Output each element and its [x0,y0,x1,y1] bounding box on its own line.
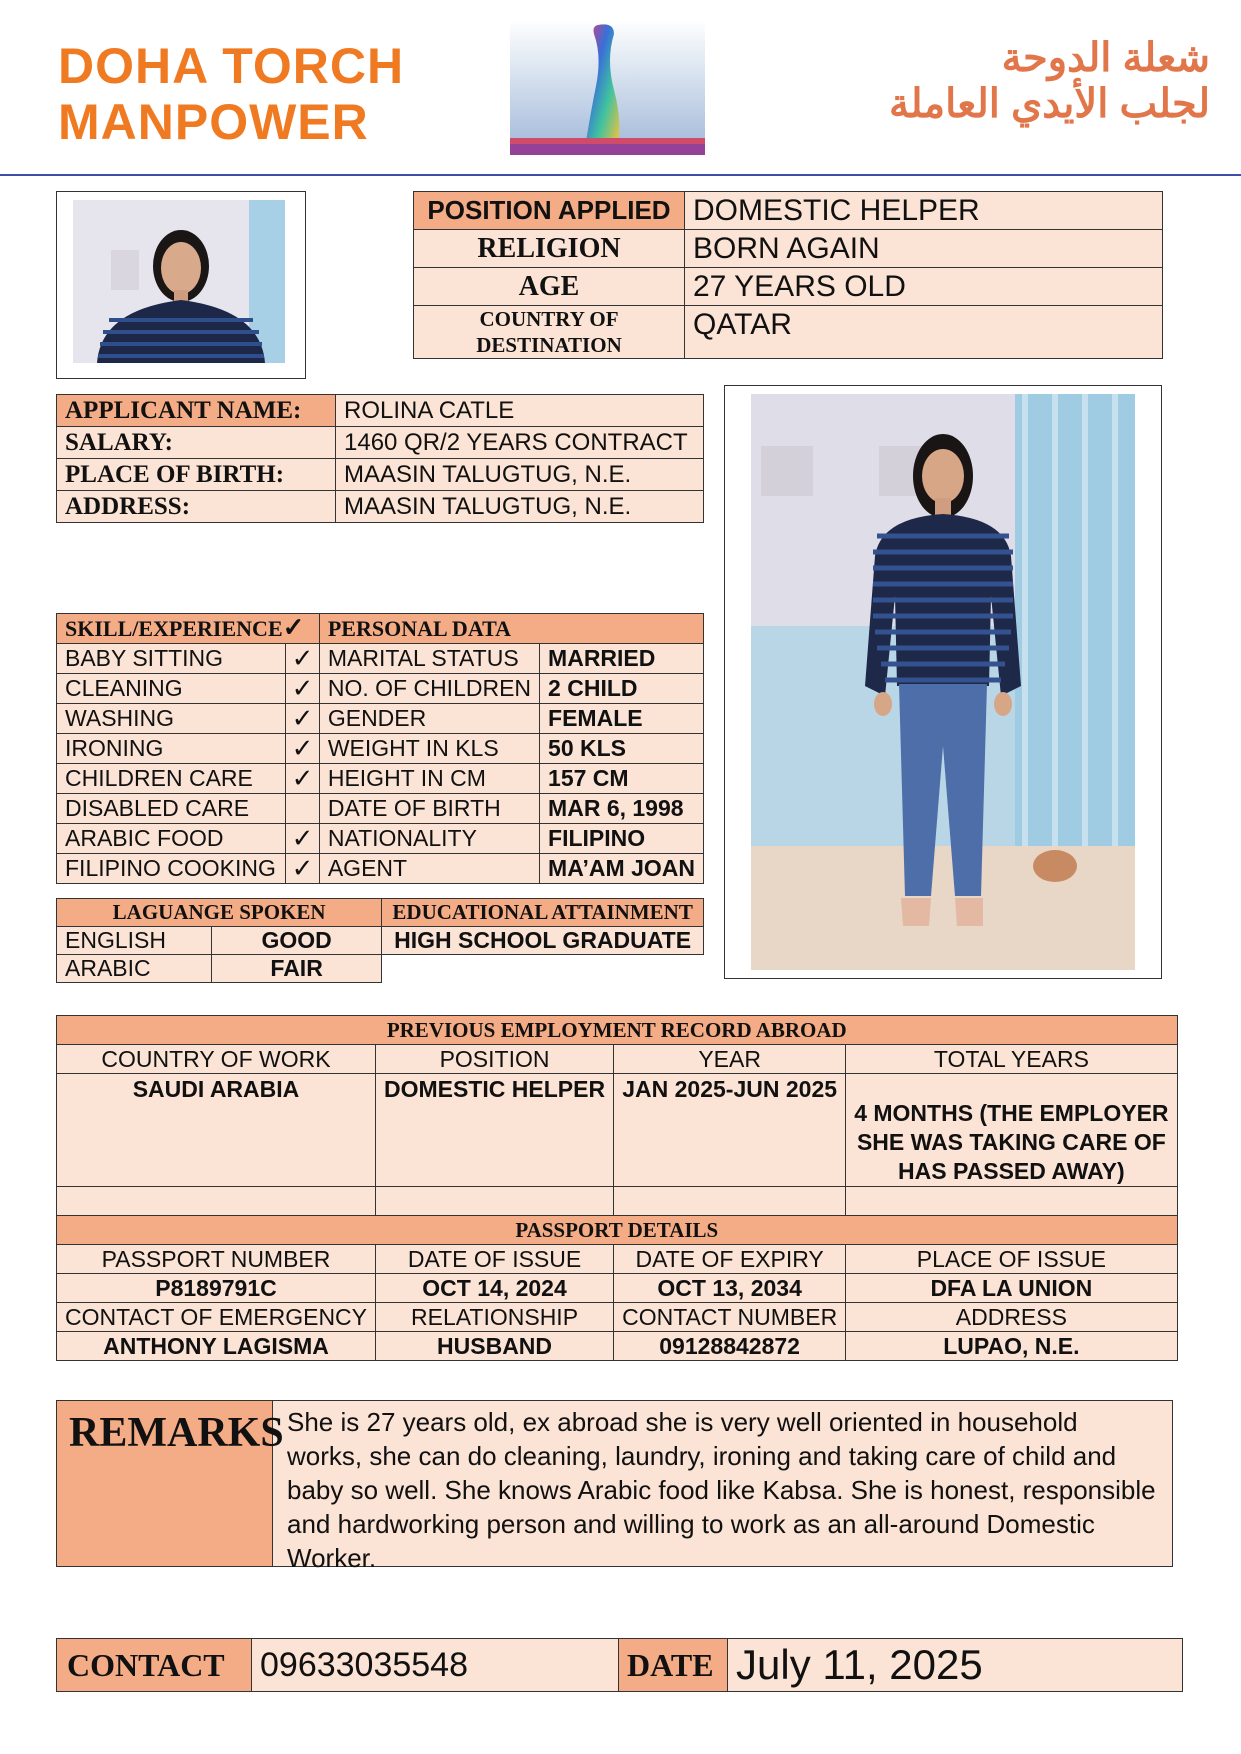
applicant-name-value: ROLINA CATLE [336,395,704,427]
skill-row [57,704,704,734]
skills-personal-table [56,613,704,884]
col-date-of-issue: DATE OF ISSUE [376,1245,614,1274]
emergency-address-value: LUPAO, N.E. [846,1332,1177,1361]
company-name [58,38,458,150]
language-arabic-level: FAIR [212,955,382,983]
applicant-table [56,394,704,523]
full-body-photo [724,385,1162,979]
skill-rows [57,644,704,884]
destination-label [414,306,685,359]
skill-name: BABY SITTING [57,644,286,674]
personal-field-value: FILIPINO [540,824,704,854]
check-icon: ✓ [291,703,314,733]
skill-check-cell [286,764,320,794]
skill-row [57,824,704,854]
record-position: DOMESTIC HELPER [376,1074,614,1187]
personal-field-value: 50 KLS [540,734,704,764]
company-logo [510,20,705,155]
portrait-photo-image [57,192,305,378]
place-of-issue-value: DFA LA UNION [846,1274,1177,1303]
birthplace-label: PLACE OF BIRTH: [57,459,336,491]
col-relationship: RELATIONSHIP [376,1303,614,1332]
col-contact-number: CONTACT NUMBER [614,1303,846,1332]
skill-row [57,644,704,674]
contact-label: CONTACT [57,1639,252,1692]
empty-row-cell [614,1187,846,1216]
address-value: MAASIN TALUGTUG, N.E. [336,491,704,523]
check-icon: ✓ [291,853,314,883]
skill-row [57,854,704,884]
full-body-photo-image [725,386,1161,978]
date-of-expiry-value: OCT 13, 2034 [614,1274,846,1303]
empty-cell [382,955,704,983]
language-arabic: ARABIC [57,955,212,983]
personal-field-value: MAR 6, 1998 [540,794,704,824]
personal-field-value: 157 CM [540,764,704,794]
company-name-line1: DOHA TORCH [58,38,405,94]
record-total-years [846,1074,1177,1187]
skill-name: CHILDREN CARE [57,764,286,794]
skill-row [57,674,704,704]
address-label: ADDRESS: [57,491,336,523]
record-total-line1: 4 MONTHS (THE EMPLOYER [854,1100,1169,1126]
relationship-value: HUSBAND [376,1332,614,1361]
check-icon: ✓ [282,613,305,642]
skill-check-cell [286,674,320,704]
skill-check-cell [286,644,320,674]
date-value: July 11, 2025 [728,1639,1183,1692]
emergency-name-value: ANTHONY LAGISMA [57,1332,376,1361]
skill-check-cell [286,824,320,854]
header-divider [0,174,1241,176]
empty-row-cell [57,1187,376,1216]
date-label: DATE [619,1639,728,1692]
col-date-of-expiry: DATE OF EXPIRY [614,1245,846,1274]
check-icon: ✓ [291,763,314,793]
skill-name: IRONING [57,734,286,764]
date-of-issue-value: OCT 14, 2024 [376,1274,614,1303]
personal-field-label: AGENT [319,854,539,884]
birthplace-value: MAASIN TALUGTUG, N.E. [336,459,704,491]
record-total-line3: HAS PASSED AWAY) [898,1158,1125,1184]
skill-name: ARABIC FOOD [57,824,286,854]
position-value: DOMESTIC HELPER [685,192,1163,230]
record-country: SAUDI ARABIA [57,1074,376,1187]
skill-check-cell [286,734,320,764]
company-name-arabic-line2: لجلب الأيدي العاملة [888,82,1210,126]
age-value: 27 YEARS OLD [685,268,1163,306]
check-icon: ✓ [291,673,314,703]
remarks-text: She is 27 years old, ex abroad she is very well oriented in household works, she can do cleaning, laundry, ironing and taking care of child and baby so well. She knows Arabic food like Kabsa. She is honest, responsible and hardworking person and willing to work as an all-around Domestic Worker. [287,1407,1156,1573]
personal-field-label: HEIGHT IN CM [319,764,539,794]
skills-header [57,614,320,644]
portrait-photo [56,191,306,379]
education-header: EDUCATIONAL ATTAINMENT [382,899,704,927]
record-year: JAN 2025-JUN 2025 [614,1074,846,1187]
skill-check-cell [286,704,320,734]
applicant-name-label: APPLICANT NAME: [57,395,336,427]
passport-header: PASSPORT DETAILS [57,1216,1178,1245]
col-country-of-work: COUNTRY OF WORK [57,1045,376,1074]
personal-field-label: MARITAL STATUS [319,644,539,674]
skill-name: CLEANING [57,674,286,704]
skill-row [57,734,704,764]
remarks-label: REMARKS [57,1401,273,1566]
language-education-table [56,898,704,983]
personal-field-value: 2 CHILD [540,674,704,704]
language-english-level: GOOD [212,927,382,955]
col-position: POSITION [376,1045,614,1074]
record-total-line2: SHE WAS TAKING CARE OF [856,1129,1166,1155]
skill-row [57,794,704,824]
employment-passport-table [56,1015,1178,1361]
col-contact-of-emergency: CONTACT OF EMERGENCY [57,1303,376,1332]
personal-field-value: MA’AM JOAN [540,854,704,884]
col-passport-number: PASSPORT NUMBER [57,1245,376,1274]
contact-table [56,1638,1183,1692]
salary-label: SALARY: [57,427,336,459]
check-icon: ✓ [291,823,314,853]
personal-field-label: NATIONALITY [319,824,539,854]
personal-data-header: PERSONAL DATA [319,614,703,644]
col-address: ADDRESS [846,1303,1177,1332]
skills-header-label: SKILL/EXPERIENCE [65,616,283,641]
position-label: POSITION APPLIED [414,192,685,230]
passport-number-value: P8189791C [57,1274,376,1303]
col-total-years: TOTAL YEARS [846,1045,1177,1074]
salary-value: 1460 QR/2 YEARS CONTRACT [336,427,704,459]
empty-row-cell [376,1187,614,1216]
personal-field-label: DATE OF BIRTH [319,794,539,824]
destination-label-line1: COUNTRY OF [479,307,619,331]
col-year: YEAR [614,1045,846,1074]
position-info-table [413,191,1163,359]
skill-name: FILIPINO COOKING [57,854,286,884]
education-value: HIGH SCHOOL GRADUATE [382,927,704,955]
personal-field-value: MARRIED [540,644,704,674]
company-name-line2: MANPOWER [58,94,369,150]
religion-value: BORN AGAIN [685,230,1163,268]
skill-check-cell [286,794,320,824]
skill-name: DISABLED CARE [57,794,286,824]
personal-field-label: NO. OF CHILDREN [319,674,539,704]
contact-value: 09633035548 [252,1639,619,1692]
personal-field-value: FEMALE [540,704,704,734]
skill-name: WASHING [57,704,286,734]
language-header: LAGUANGE SPOKEN [57,899,382,927]
destination-value: QATAR [685,306,1163,359]
destination-label-line2: DESTINATION [476,333,622,357]
age-label: AGE [414,268,685,306]
col-place-of-issue: PLACE OF ISSUE [846,1245,1177,1274]
contact-number-value: 09128842872 [614,1332,846,1361]
personal-field-label: GENDER [319,704,539,734]
company-name-arabic-line1: شعلة الدوحة [1001,36,1210,80]
skill-check-cell [286,854,320,884]
skill-row [57,764,704,794]
employment-header: PREVIOUS EMPLOYMENT RECORD ABROAD [57,1016,1178,1045]
check-icon: ✓ [291,733,314,763]
language-english: ENGLISH [57,927,212,955]
check-icon: ✓ [291,643,314,673]
religion-label: RELIGION [414,230,685,268]
company-name-arabic [740,35,1210,127]
doha-torch-logo-icon [510,20,705,155]
remarks-box [56,1400,1173,1573]
empty-row-cell [846,1187,1177,1216]
personal-field-label: WEIGHT IN KLS [319,734,539,764]
